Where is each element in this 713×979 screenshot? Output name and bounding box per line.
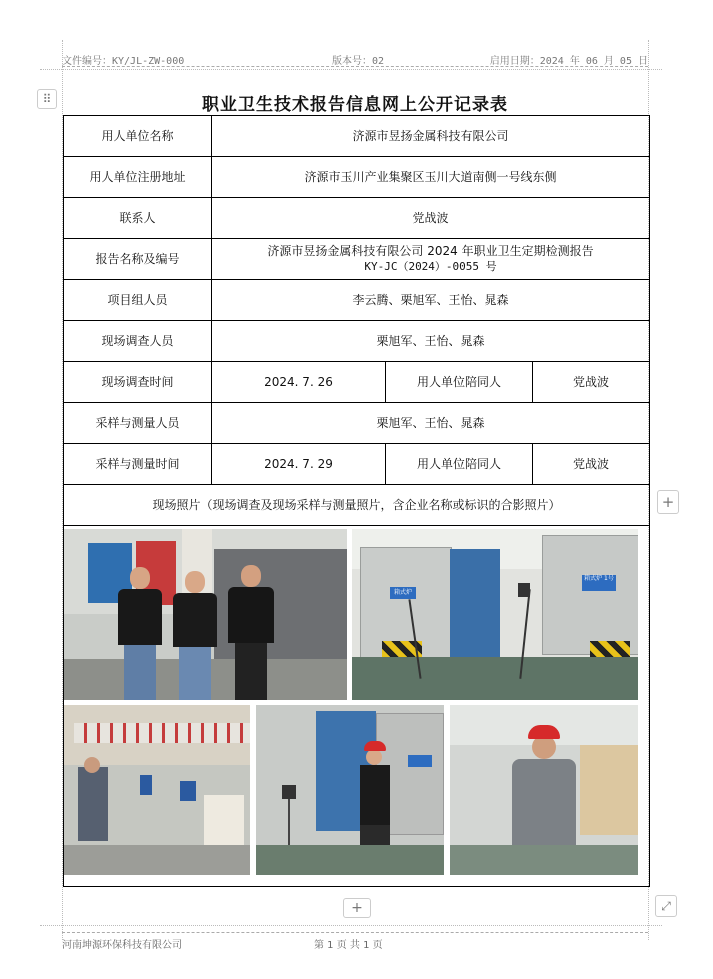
furnace-sign-right: 箱式炉 1号 xyxy=(582,575,616,591)
table-row xyxy=(64,485,650,526)
table-row xyxy=(64,198,650,239)
sampling-instrument xyxy=(180,781,196,801)
report-number: KY-JC（2024）-0055 号 xyxy=(364,260,497,273)
sampling-photo-1[interactable] xyxy=(64,705,250,875)
employer-value[interactable]: 济源市昱扬金属科技有限公司 xyxy=(212,116,650,157)
sampling-instrument xyxy=(140,775,152,795)
report-value[interactable] xyxy=(212,239,650,280)
companion-value[interactable]: 党战波 xyxy=(533,444,650,485)
hard-hat xyxy=(528,725,560,739)
pipe-valves xyxy=(74,723,250,743)
sampling-instrument xyxy=(518,583,530,597)
report-name: 济源市昱扬金属科技有限公司 2024 年职业卫生定期检测报告 xyxy=(267,244,594,258)
table-row xyxy=(64,362,650,403)
person-3 xyxy=(224,565,278,700)
furnace-sign-left: 箱式炉 xyxy=(390,587,416,599)
drag-handle-icon[interactable]: ⠿ xyxy=(37,89,57,109)
worker xyxy=(360,765,390,825)
photos-cell xyxy=(64,526,650,887)
add-row-button[interactable]: + xyxy=(343,898,371,918)
person-1 xyxy=(114,567,166,700)
table-row xyxy=(64,157,650,198)
doc-number: 文件编号：KY/JL-ZW-000 xyxy=(62,56,185,67)
report-label: 报告名称及编号 xyxy=(64,239,212,280)
furnace-right xyxy=(542,535,638,655)
companion-label: 用人单位陪同人 xyxy=(386,444,533,485)
team-label: 项目组人员 xyxy=(64,280,212,321)
survey-time-label: 现场调查时间 xyxy=(64,362,212,403)
add-column-button[interactable]: + xyxy=(657,490,679,514)
team-value[interactable]: 李云腾、栗旭军、王怡、晁森 xyxy=(212,280,650,321)
sampling-people-value[interactable]: 栗旭军、王怡、晁森 xyxy=(212,403,650,444)
footer-company: 河南坤源环保科技有限公司 xyxy=(62,940,182,951)
sampling-instrument xyxy=(282,785,296,799)
furnace-sign xyxy=(408,755,432,767)
material-bags xyxy=(580,745,638,835)
table-row xyxy=(64,526,650,887)
person-2 xyxy=(169,571,221,700)
furnace-photo-1[interactable] xyxy=(352,529,638,700)
hard-hat xyxy=(364,741,386,751)
record-table xyxy=(63,115,650,887)
table-row xyxy=(64,116,650,157)
sampling-photo-2[interactable] xyxy=(256,705,444,875)
sampling-time-value[interactable]: 2024. 7. 29 xyxy=(212,444,386,485)
furnace-side-blue xyxy=(450,549,500,657)
survey-time-value[interactable]: 2024. 7. 26 xyxy=(212,362,386,403)
page-footer xyxy=(62,932,648,949)
photo-grid xyxy=(64,526,648,886)
table-row xyxy=(64,239,650,280)
companion-label: 用人单位陪同人 xyxy=(386,362,533,403)
survey-people-value[interactable]: 栗旭军、王怡、晁森 xyxy=(212,321,650,362)
document-title: 职业卫生技术报告信息网上公开记录表 xyxy=(202,95,508,115)
group-photo[interactable] xyxy=(64,529,347,700)
resize-table-icon[interactable]: ⤢ xyxy=(655,895,677,917)
worker xyxy=(78,767,108,841)
survey-people-label: 现场调查人员 xyxy=(64,321,212,362)
sampling-photo-3[interactable] xyxy=(450,705,638,875)
table-row xyxy=(64,403,650,444)
table-row xyxy=(64,280,650,321)
page-header xyxy=(62,50,648,67)
version-number: 版本号：02 xyxy=(332,56,385,67)
sampling-people-label: 采样与测量人员 xyxy=(64,403,212,444)
table-row xyxy=(64,444,650,485)
companion-value[interactable]: 党战波 xyxy=(533,362,650,403)
sampling-time-label: 采样与测量时间 xyxy=(64,444,212,485)
address-label: 用人单位注册地址 xyxy=(64,157,212,198)
contact-label: 联系人 xyxy=(64,198,212,239)
table-row xyxy=(64,321,650,362)
contact-value[interactable]: 党战波 xyxy=(212,198,650,239)
page-guide-top xyxy=(40,69,662,70)
photos-label: 现场照片（现场调查及现场采样与测量照片，含企业名称或标识的合影照片） xyxy=(64,485,650,526)
address-value[interactable]: 济源市玉川产业集聚区玉川大道南侧一号线东侧 xyxy=(212,157,650,198)
page-number: 第 1 页 共 1 页 xyxy=(314,940,383,951)
effective-date: 启用日期：2024 年 06 月 05 日 xyxy=(489,56,648,67)
employer-label: 用人单位名称 xyxy=(64,116,212,157)
page-guide-bottom xyxy=(40,925,662,926)
